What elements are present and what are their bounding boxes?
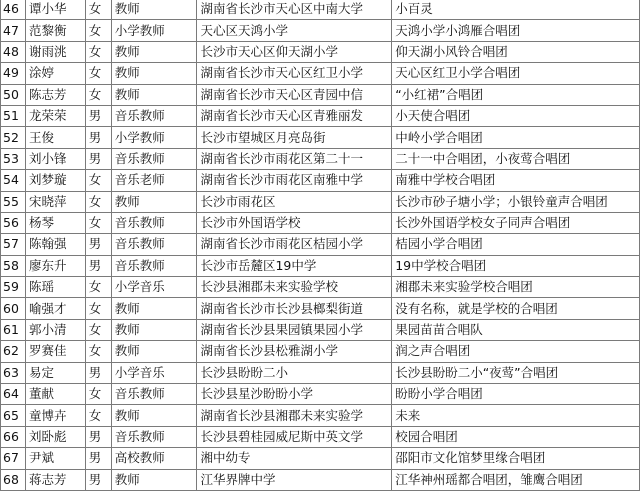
sex-cell: 男 xyxy=(85,127,111,148)
sex-cell: 女 xyxy=(85,384,111,405)
occupation-cell: 教师 xyxy=(111,191,197,212)
sex-cell: 男 xyxy=(85,362,111,383)
row-number-cell: 52 xyxy=(1,127,26,148)
occupation-cell: 高校教师 xyxy=(111,448,197,469)
workplace-cell: 长沙县星沙盼盼小学 xyxy=(197,384,392,405)
name-cell: 尹斌 xyxy=(25,448,85,469)
row-number-cell: 62 xyxy=(1,341,26,362)
occupation-cell: 小学音乐 xyxy=(111,362,197,383)
workplace-cell: 湖南省长沙市雨花区第二十一 xyxy=(197,148,392,169)
occupation-cell: 教师 xyxy=(111,405,197,426)
table-row xyxy=(1,426,640,447)
occupation-cell: 音乐教师 xyxy=(111,255,197,276)
sex-cell: 男 xyxy=(85,426,111,447)
sex-cell: 女 xyxy=(85,84,111,105)
occupation-cell: 音乐教师 xyxy=(111,426,197,447)
table-body xyxy=(1,0,640,490)
table-row xyxy=(1,41,640,62)
choir-cell: 果园苗苗合唱队 xyxy=(392,319,640,340)
table-row xyxy=(1,148,640,169)
choir-cell: 未来 xyxy=(392,405,640,426)
choir-cell: 天鸿小学小鸿雁合唱团 xyxy=(392,20,640,41)
name-cell: 董献 xyxy=(25,384,85,405)
name-cell: 陈翰强 xyxy=(25,234,85,255)
table-row xyxy=(1,277,640,298)
choir-cell: 邵阳市文化馆梦里缘合唱团 xyxy=(392,448,640,469)
workplace-cell: 长沙市雨花区 xyxy=(197,191,392,212)
row-number-cell: 59 xyxy=(1,277,26,298)
name-cell: 杨琴 xyxy=(25,212,85,233)
row-number-cell: 51 xyxy=(1,105,26,126)
workplace-cell: 湖南省长沙县松雅湖小学 xyxy=(197,341,392,362)
name-cell: 刘卧彪 xyxy=(25,426,85,447)
occupation-cell: 音乐老师 xyxy=(111,170,197,191)
sex-cell: 女 xyxy=(85,319,111,340)
row-number-cell: 65 xyxy=(1,405,26,426)
name-cell: 郭小清 xyxy=(25,319,85,340)
sex-cell: 男 xyxy=(85,255,111,276)
choir-cell: 没有名称，就是学校的合唱团 xyxy=(392,298,640,319)
name-cell: 刘小锋 xyxy=(25,148,85,169)
choir-cell: 19中学校合唱团 xyxy=(392,255,640,276)
table-row xyxy=(1,298,640,319)
name-cell: 范黎衡 xyxy=(25,20,85,41)
choir-cell: 润之声合唱团 xyxy=(392,341,640,362)
row-number-cell: 48 xyxy=(1,41,26,62)
choir-cell: 小天使合唱团 xyxy=(392,105,640,126)
occupation-cell: 小学教师 xyxy=(111,127,197,148)
table-row xyxy=(1,127,640,148)
sex-cell: 女 xyxy=(85,0,111,20)
choir-cell: “小红裙”合唱团 xyxy=(392,84,640,105)
choir-cell: 二十一中合唱团，小夜莺合唱团 xyxy=(392,148,640,169)
workplace-cell: 江华界牌中学 xyxy=(197,469,392,490)
name-cell: 廖东升 xyxy=(25,255,85,276)
occupation-cell: 音乐教师 xyxy=(111,212,197,233)
workplace-cell: 天心区天鸿小学 xyxy=(197,20,392,41)
table-row xyxy=(1,362,640,383)
choir-cell: 仰天湖小风铃合唱团 xyxy=(392,41,640,62)
row-number-cell: 46 xyxy=(1,0,26,20)
workplace-cell: 湖南省长沙县湘郡未来实验学 xyxy=(197,405,392,426)
workplace-cell: 湖南省长沙县果园镇果园小学 xyxy=(197,319,392,340)
row-number-cell: 66 xyxy=(1,426,26,447)
workplace-cell: 湖南省长沙市天心区青雅丽发 xyxy=(197,105,392,126)
choir-cell: 江华神州瑶都合唱团，雏鹰合唱团 xyxy=(392,469,640,490)
choir-cell: 天心区红卫小学合唱团 xyxy=(392,63,640,84)
table-row xyxy=(1,341,640,362)
sex-cell: 女 xyxy=(85,191,111,212)
choir-cell: 湘郡未来实验学校合唱团 xyxy=(392,277,640,298)
occupation-cell: 音乐教师 xyxy=(111,105,197,126)
sex-cell: 女 xyxy=(85,341,111,362)
choir-cell: 小百灵 xyxy=(392,0,640,20)
sex-cell: 男 xyxy=(85,234,111,255)
occupation-cell: 教师 xyxy=(111,298,197,319)
occupation-cell: 音乐教师 xyxy=(111,148,197,169)
row-number-cell: 53 xyxy=(1,148,26,169)
row-number-cell: 55 xyxy=(1,191,26,212)
row-number-cell: 56 xyxy=(1,212,26,233)
name-cell: 蒋志芳 xyxy=(25,469,85,490)
choir-cell: 长沙外国语学校女子同声合唱团 xyxy=(392,212,640,233)
workplace-cell: 湖南省长沙市雨花区南雅中学 xyxy=(197,170,392,191)
occupation-cell: 小学教师 xyxy=(111,20,197,41)
name-cell: 宋晓萍 xyxy=(25,191,85,212)
row-number-cell: 54 xyxy=(1,170,26,191)
occupation-cell: 教师 xyxy=(111,469,197,490)
sex-cell: 男 xyxy=(85,105,111,126)
workplace-cell: 长沙市外国语学校 xyxy=(197,212,392,233)
workplace-cell: 湖南省长沙市长沙县榔梨街道 xyxy=(197,298,392,319)
name-cell: 涂婷 xyxy=(25,63,85,84)
occupation-cell: 教师 xyxy=(111,319,197,340)
workplace-cell: 湖南省长沙市雨花区桔园小学 xyxy=(197,234,392,255)
occupation-cell: 教师 xyxy=(111,63,197,84)
row-number-cell: 63 xyxy=(1,362,26,383)
table-row xyxy=(1,20,640,41)
row-number-cell: 67 xyxy=(1,448,26,469)
name-cell: 王俊 xyxy=(25,127,85,148)
row-number-cell: 58 xyxy=(1,255,26,276)
choir-cell: 长沙县盼盼二小“夜莺”合唱团 xyxy=(392,362,640,383)
row-number-cell: 61 xyxy=(1,319,26,340)
occupation-cell: 教师 xyxy=(111,41,197,62)
name-cell: 龙荣荣 xyxy=(25,105,85,126)
occupation-cell: 音乐教师 xyxy=(111,384,197,405)
name-cell: 刘梦璇 xyxy=(25,170,85,191)
table-row xyxy=(1,255,640,276)
row-number-cell: 47 xyxy=(1,20,26,41)
table-row xyxy=(1,170,640,191)
table-row xyxy=(1,319,640,340)
occupation-cell: 教师 xyxy=(111,84,197,105)
sex-cell: 女 xyxy=(85,298,111,319)
name-cell: 童博卉 xyxy=(25,405,85,426)
table-row xyxy=(1,84,640,105)
occupation-cell: 音乐教师 xyxy=(111,234,197,255)
table-row xyxy=(1,384,640,405)
choir-cell: 桔园小学合唱团 xyxy=(392,234,640,255)
sex-cell: 女 xyxy=(85,20,111,41)
workplace-cell: 湖南省长沙市天心区青园中信 xyxy=(197,84,392,105)
occupation-cell: 教师 xyxy=(111,0,197,20)
choir-cell: 长沙市砂子塘小学；小银铃童声合唱团 xyxy=(392,191,640,212)
name-cell: 陈瑶 xyxy=(25,277,85,298)
choir-cell: 盼盼小学合唱团 xyxy=(392,384,640,405)
sex-cell: 男 xyxy=(85,469,111,490)
sex-cell: 女 xyxy=(85,277,111,298)
table-row xyxy=(1,469,640,490)
row-number-cell: 49 xyxy=(1,63,26,84)
occupation-cell: 教师 xyxy=(111,341,197,362)
name-cell: 谭小华 xyxy=(25,0,85,20)
name-cell: 陈志芳 xyxy=(25,84,85,105)
workplace-cell: 长沙县盼盼二小 xyxy=(197,362,392,383)
table-row xyxy=(1,63,640,84)
occupation-cell: 小学音乐 xyxy=(111,277,197,298)
table-row xyxy=(1,405,640,426)
sex-cell: 女 xyxy=(85,212,111,233)
workplace-cell: 湘中幼专 xyxy=(197,448,392,469)
sex-cell: 男 xyxy=(85,448,111,469)
sex-cell: 女 xyxy=(85,41,111,62)
table-row xyxy=(1,191,640,212)
table-row xyxy=(1,0,640,20)
table-row xyxy=(1,212,640,233)
workplace-cell: 湖南省长沙市天心区红卫小学 xyxy=(197,63,392,84)
workplace-cell: 长沙市岳麓区19中学 xyxy=(197,255,392,276)
sex-cell: 女 xyxy=(85,170,111,191)
name-cell: 易定 xyxy=(25,362,85,383)
row-number-cell: 64 xyxy=(1,384,26,405)
choir-cell: 南雅中学校合唱团 xyxy=(392,170,640,191)
sex-cell: 女 xyxy=(85,405,111,426)
name-cell: 罗赛佳 xyxy=(25,341,85,362)
table-row xyxy=(1,105,640,126)
choir-cell: 中岭小学合唱团 xyxy=(392,127,640,148)
sex-cell: 女 xyxy=(85,63,111,84)
workplace-cell: 长沙县碧桂园威尼斯中英文学 xyxy=(197,426,392,447)
sex-cell: 男 xyxy=(85,148,111,169)
choir-cell: 校园合唱团 xyxy=(392,426,640,447)
table-row xyxy=(1,234,640,255)
row-number-cell: 68 xyxy=(1,469,26,490)
row-number-cell: 60 xyxy=(1,298,26,319)
workplace-cell: 长沙市天心区仰天湖小学 xyxy=(197,41,392,62)
workplace-cell: 长沙市望城区月亮岛街 xyxy=(197,127,392,148)
name-cell: 喻强才 xyxy=(25,298,85,319)
workplace-cell: 湖南省长沙市天心区中南大学 xyxy=(197,0,392,20)
workplace-cell: 长沙县湘郡未来实验学校 xyxy=(197,277,392,298)
name-cell: 谢雨洮 xyxy=(25,41,85,62)
row-number-cell: 50 xyxy=(1,84,26,105)
table-row xyxy=(1,448,640,469)
row-number-cell: 57 xyxy=(1,234,26,255)
